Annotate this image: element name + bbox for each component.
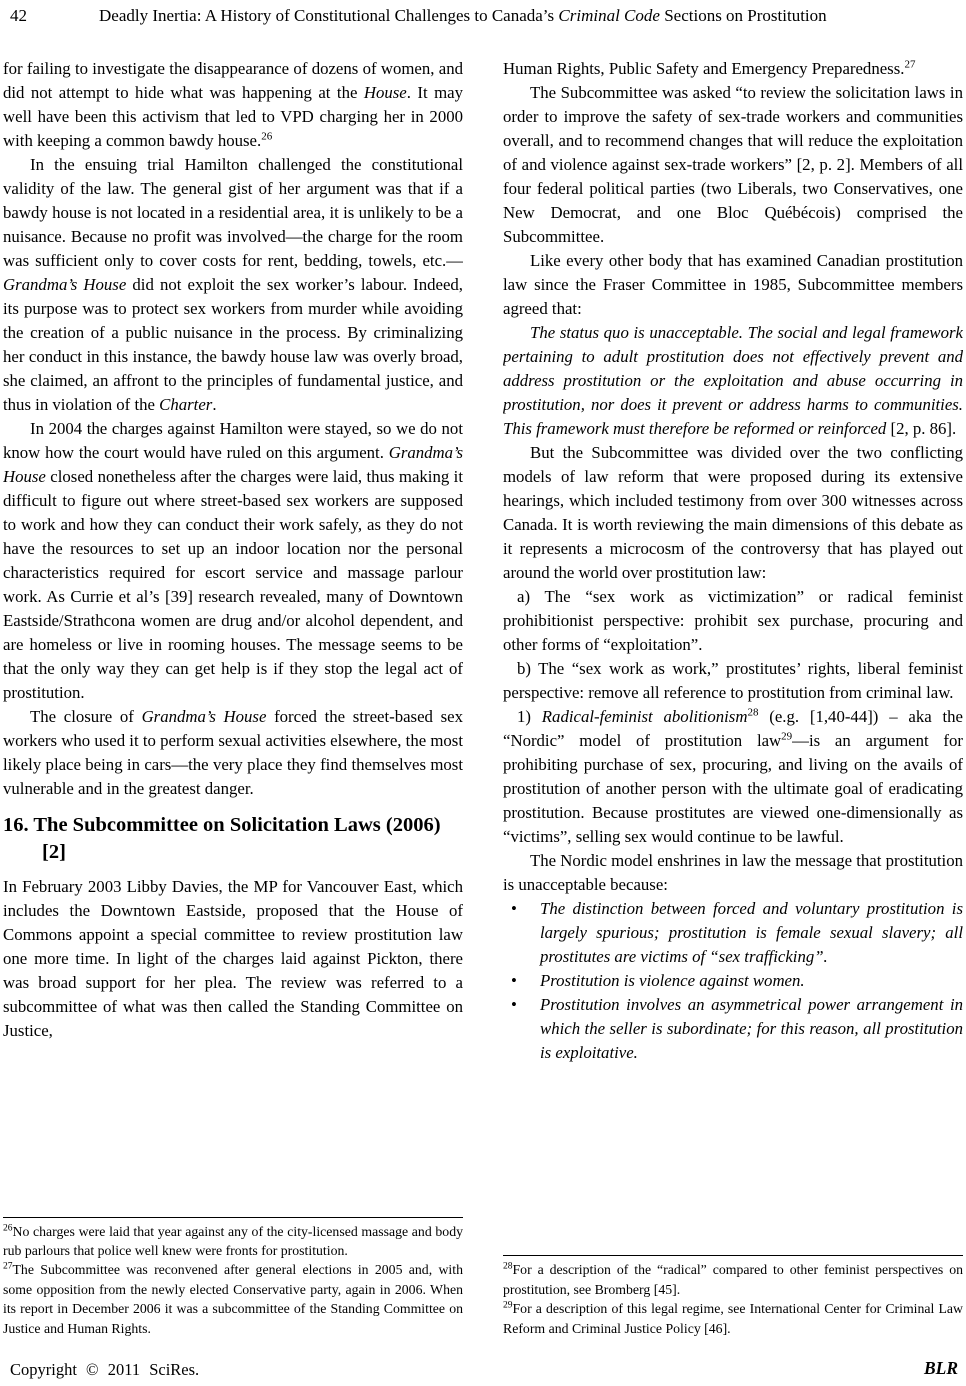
bullet-item: • Prostitution involves an asymmetrical power arrangement in which the seller is subordinate; for this reason, all prostitution is exploitative. xyxy=(511,995,963,1062)
bullet-icon: • xyxy=(511,971,517,990)
left-column xyxy=(3,57,463,1338)
paragraph: But the Subcommittee was divided over the two conflicting models of law reform that were proposed during its extensive hearings, which included testimony from over 300 witnesses across Canada. It is worth reviewing the main dimensions of this debate as it represents a microcosm of the controversy that has played out around the world over prostitution law: xyxy=(503,443,963,582)
bullet-icon: • xyxy=(511,899,517,918)
paragraph: In the ensuing trial Hamilton challenged the constitutional validity of the law. The general gist of her argument was that if a bawdy house is not located in a residential area, it is unlikely to be a nuisance. Because no profit was involved—the charge for the room was sufficient only to cover costs for rent, bedding, towels, etc.—Grandma’s House did not exploit the sex worker’s labour. Indeed, its purpose was to protect sex workers from murder while avoiding the creation of a public nuisance in the process. By criminalizing her conduct in this instance, the bawdy house law was overly broad, she claimed, an affront to the principles of fundamental justice, and thus in violation of the Charter. xyxy=(3,155,463,414)
bullet-icon: • xyxy=(511,995,517,1014)
paragraph: Human Rights, Public Safety and Emergency Preparedness.$^{27}$ xyxy=(503,58,916,78)
bullet-item: • The distinction between forced and voluntary prostitution is largely spurious; prostitution is female sexual slavery; all prostitutes are victims of “sex trafficking”. xyxy=(511,899,963,966)
paragraph: b) The “sex work as work,” prostitutes’ rights, liberal feminist perspective: remove all reference to prostitution from criminal law. xyxy=(503,659,963,702)
right-column xyxy=(503,57,963,1338)
footnote: $^{29}$For a description of this legal regime, see International Center for Criminal Law Reform and Criminal Justice Policy [46]. xyxy=(503,1300,963,1336)
paragraph: for failing to investigate the disappearance of dozens of women, and did not attempt to hide what was happening at the House. It may well have been this activism that led to VPD charging her in 2000 with keeping a common bawdy house.$^{26}$ xyxy=(3,59,463,150)
right-footnote-section xyxy=(503,1255,963,1338)
left-footnote-section xyxy=(3,1217,463,1338)
paragraph: The Subcommittee was asked “to review the solicitation laws in order to improve the safety of sex-trade workers and communities overall, and to recommend changes that will reduce the exploitation of and violence against sex-trade workers” [2, p. 2]. Members of all four federal political parties (two Liberals, two Conservatives, one New Democrat, and one Bloc Québécois) comprised the Subcommittee. xyxy=(503,83,963,246)
left-column-body xyxy=(3,57,463,1043)
footnote-number: 27 xyxy=(3,1261,13,1272)
bullet-item: • Prostitution is violence against women. xyxy=(503,969,963,993)
footnote-number: 29 xyxy=(503,1300,513,1311)
right-column-body xyxy=(503,57,963,1065)
page-number: 42 xyxy=(10,6,27,25)
journal-abbreviation: BLR xyxy=(923,1358,958,1378)
paragraph: a) The “sex work as victimization” or radical feminist prohibitionist perspective: prohibit sex purchase, procuring and other forms of “exploitation”. xyxy=(503,587,963,654)
paragraph: The status quo is unacceptable. The social and legal framework pertaining to adult prostitution does not effectively prevent and address prostitution or the exploitation and abuse occurring in prostitution, nor does it prevent or address harms to communities. This framework must therefore be reformed or reinforced [2, p. 86]. xyxy=(503,323,963,438)
footnote-number: 28 xyxy=(503,1261,513,1272)
footnote: $^{27}$The Subcommittee was reconvened after general elections in 2005 and, with some opposition from the newly elected Conservative party, again in 2006. When its report in December 2006 it was a subcommittee of the Standing Committee on Justice and Human Rights. xyxy=(3,1261,463,1336)
running-head-title: Deadly Inertia: A History of Constitutional Challenges to Canada’s Criminal Code Sections on Prostitution xyxy=(99,6,827,25)
paragraph: The closure of Grandma’s House forced the street-based sex workers who used it to perform sexual activities elsewhere, the most likely place being in cars—the very place they find themselves most vulnerable and in the greatest danger. xyxy=(3,707,463,798)
paragraph: The Nordic model enshrines in law the message that prostitution is unacceptable because: xyxy=(503,851,963,894)
paragraph: 1) Radical-feminist abolitionism$^{28}$ (e.g. [1,40-44]) – aka the “Nordic” model of prostitution law$^{29}$—is an argument for prohibiting purchase of sex, procuring, and living on the avails of prostitution of another person with the ultimate goal of eradicating prostitution. Because prostitutes are viewed one-dimensionally as “victims”, selling sex would continue to be lawful. xyxy=(503,706,963,846)
footnote: $^{26}$No charges were laid that year against any of the city-licensed massage and body rub parlours that police well knew were fronts for prostitution. xyxy=(3,1222,463,1258)
footnote-number: 26 xyxy=(3,1222,13,1233)
section-heading: 16. The Subcommittee on Solicitation Laws (2006) [2] xyxy=(3,814,441,863)
copyright-notice: Copyright © 2011 SciRes. xyxy=(10,1360,200,1379)
paragraph: Like every other body that has examined Canadian prostitution law since the Fraser Committee in 1985, Subcommittee members agreed that: xyxy=(503,251,963,318)
footnote: $^{28}$For a description of the “radical” compared to other feminist perspectives on prostitution, see Bromberg [45]. xyxy=(503,1261,963,1297)
paragraph: In 2004 the charges against Hamilton were stayed, so we do not know how the court would have ruled on this argument. Grandma’s House closed nonetheless after the charges were laid, thus making it difficult to figure out where street-based sex workers are supposed to work and how they can conduct their work safely, as they do not have the resources to set up an indoor location nor the personal characteristics required for escort service and massage parlour work. As Currie et al’s [39] research revealed, many of Downtown Eastside/Strathcona women are drug and/or alcohol dependent, and are homeless or live in rooming houses. The message seems to be that the only way they can get help is if they stop the legal act of prostitution. xyxy=(3,419,463,702)
paragraph: In February 2003 Libby Davies, the MP for Vancouver East, which includes the Downtown Eastside, proposed that the House of Commons appoint a special committee to review prostitution law one more time. In light of the charges laid against Pickton, there was broad support for her plea. The review was referred to a subcommittee of what was then called the Standing Committee on Justice, xyxy=(3,877,463,1040)
